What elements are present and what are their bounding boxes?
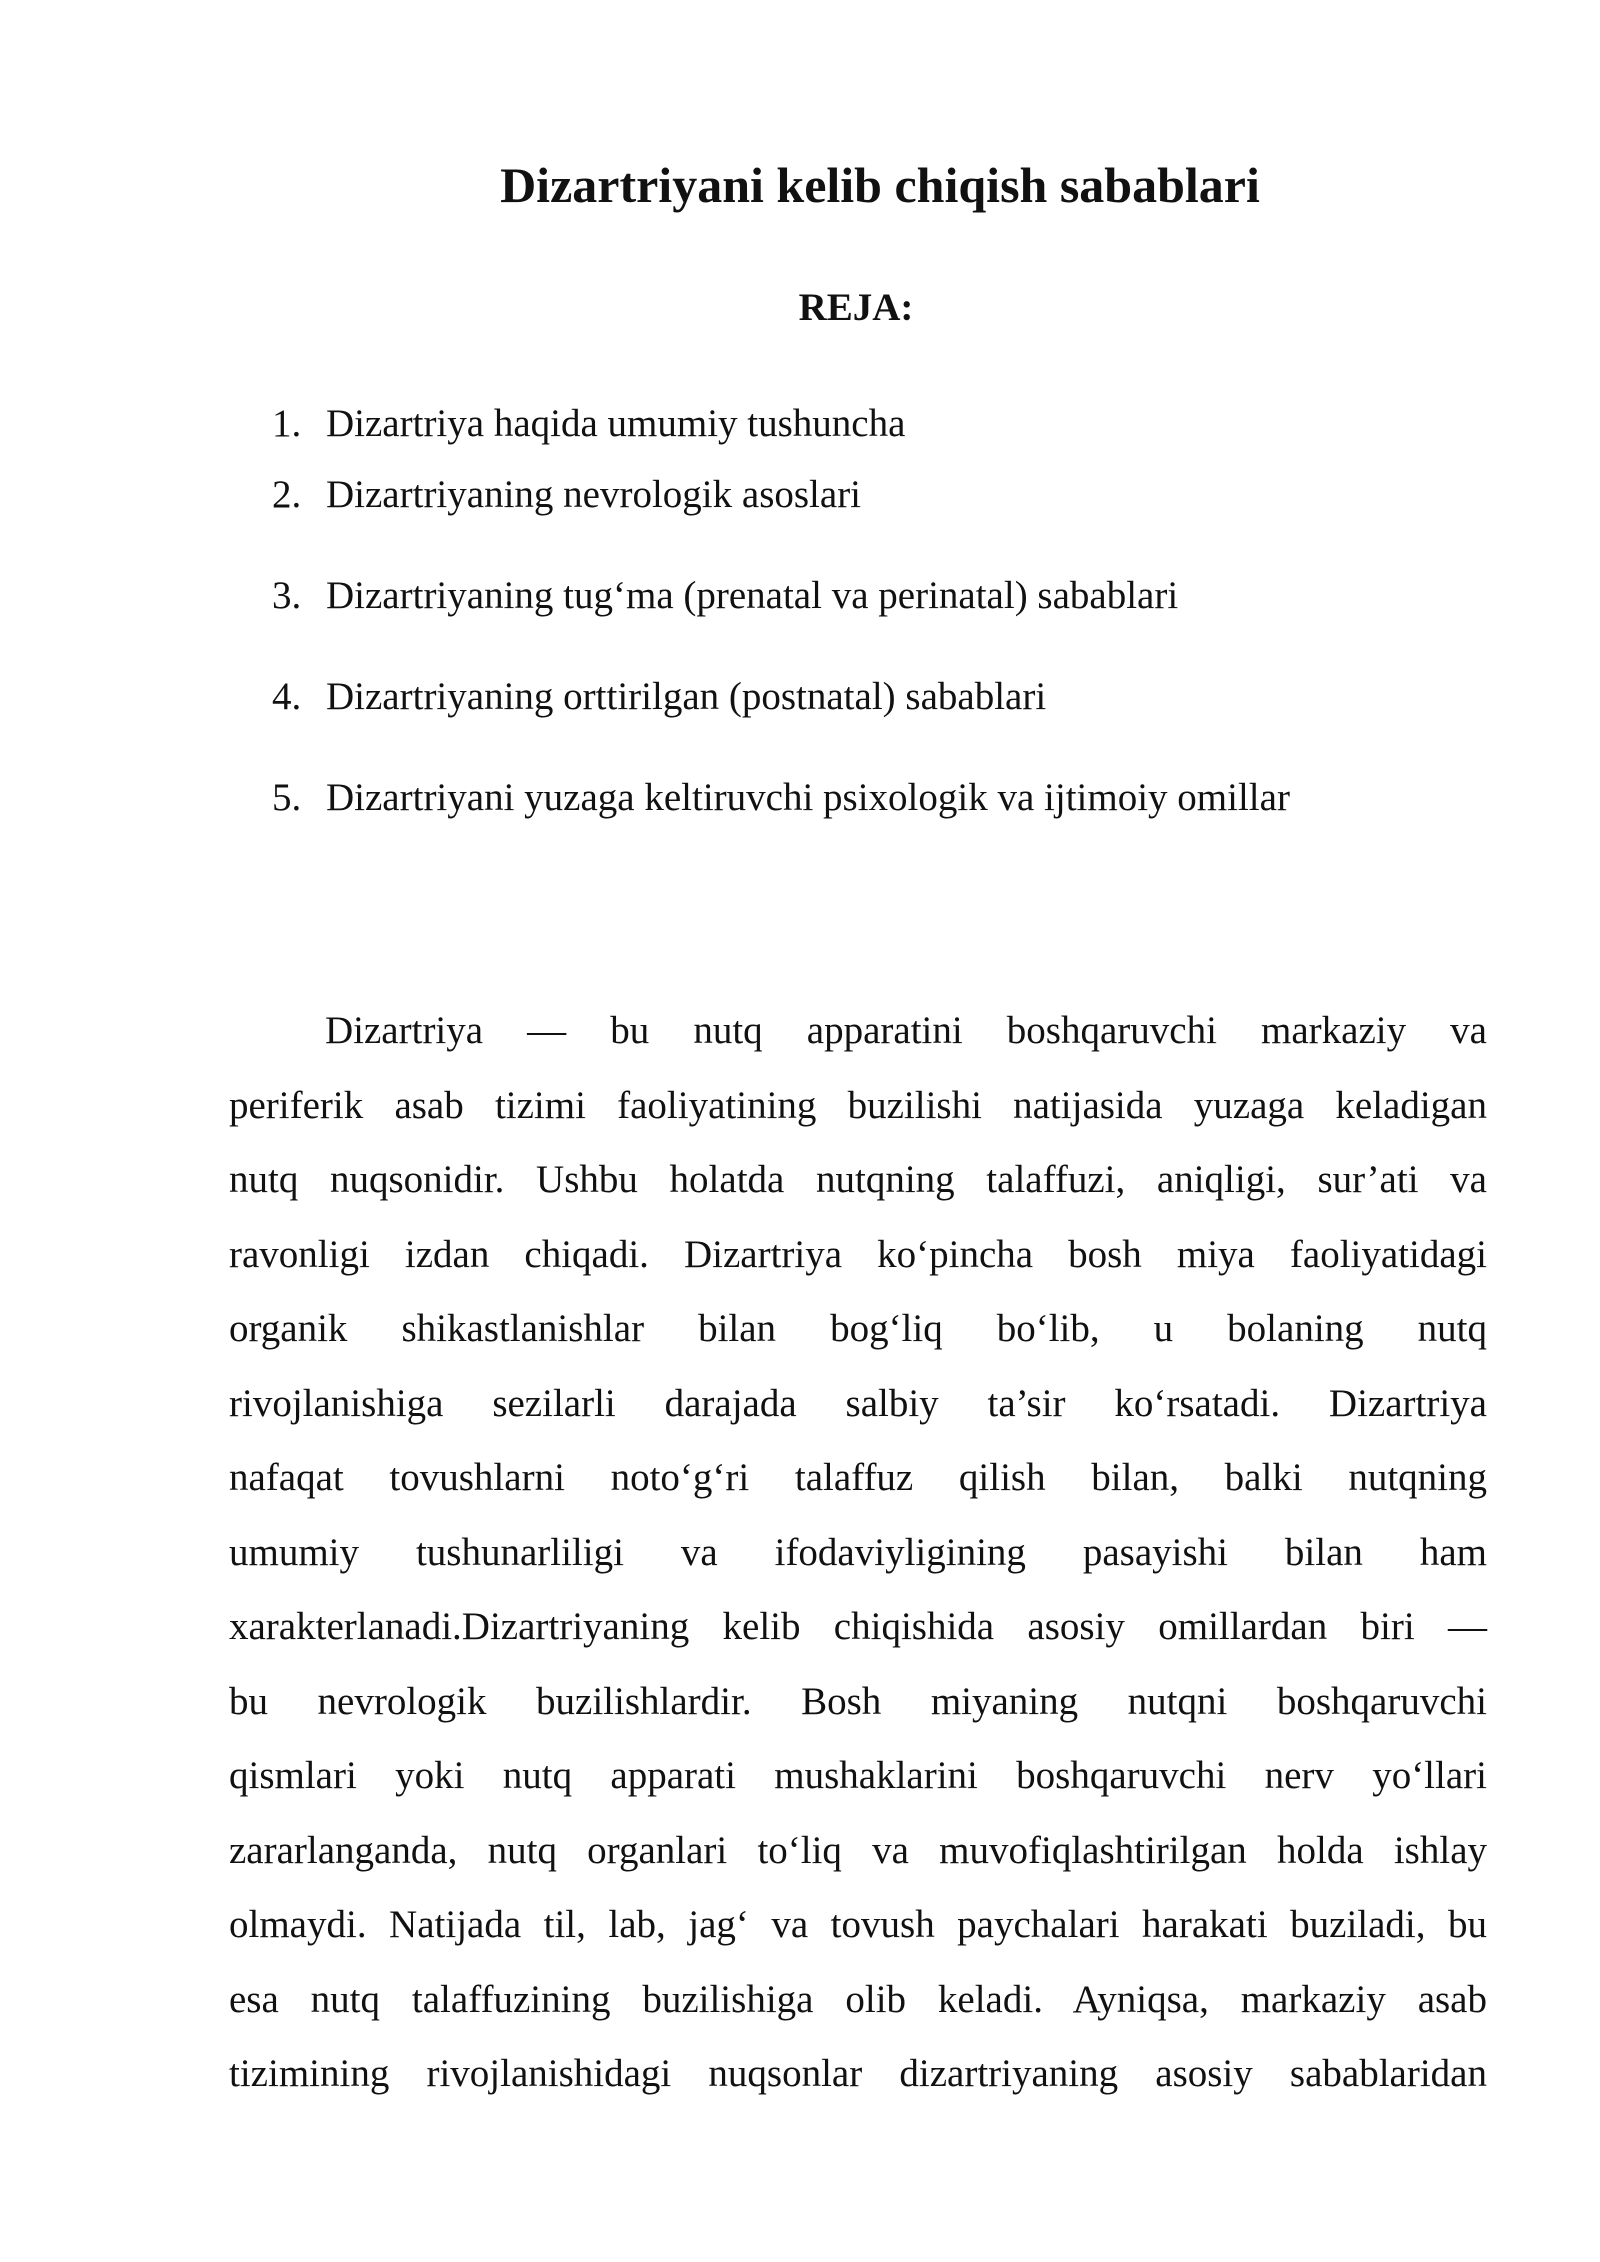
plan-item-text: Dizartriyaning nevrologik asoslari [326,473,862,516]
plan-item-number: 3. [272,574,302,617]
plan-item-1 [272,398,905,450]
body-paragraph [229,994,1487,2112]
plan-item-number: 2. [272,473,302,516]
paragraph-line: Dizartriya — bu nutq apparatini boshqaruvchi markaziy va [325,1009,1487,1052]
plan-item-3 [272,570,1178,622]
plan-item-number: 5. [272,776,302,819]
plan-item-number: 4. [272,675,302,718]
plan-item-5 [272,772,1290,824]
plan-item-text: Dizartriyaning tug‘ma (prenatal va perinatal) sabablari [326,574,1179,617]
plan-item-number: 1. [272,402,302,445]
plan-item-text: Dizartriyani yuzaga keltiruvchi psixologik va ijtimoiy omillar [326,776,1290,819]
paragraph-line: tizimining rivojlanishidagi nuqsonlar dizartriyaning asosiy sabablaridan [229,2052,1487,2095]
paragraph-line: zararlanganda, nutq organlari to‘liq va muvofiqlashtirilgan holda ishlay [229,1828,1487,1872]
plan-item-text: Dizartriya haqida umumiy tushuncha [326,402,906,445]
plan-item-4 [272,671,1046,723]
paragraph-line: umumiy tushunarliligi va ifodaviyligining pasayishi bilan ham [229,1530,1487,1574]
plan-item-2 [272,469,861,521]
paragraph-line: nutq nuqsonidir. Ushbu holatda nutqning talaffuzi, aniqligi, sur’ati va [229,1158,1487,1201]
paragraph-line: nafaqat tovushlarni noto‘g‘ri talaffuz qilish bilan, balki nutqning [229,1456,1487,1499]
paragraph-line: organik shikastlanishlar bilan bog‘liq bo‘lib, u bolaning nutq [229,1307,1487,1350]
paragraph-line: xarakterlanadi.Dizartriyaning kelib chiqishida asosiy omillardan biri — [229,1605,1487,1648]
paragraph-line: esa nutq talaffuzining buzilishiga olib keladi. Ayniqsa, markaziy asab [229,1977,1487,2021]
paragraph-line: periferik asab tizimi faoliyatining buzilishi natijasida yuzaga keladigan [229,1083,1487,1127]
paragraph-line: rivojlanishiga sezilarli darajada salbiy ta’sir ko‘rsatadi. Dizartriya [229,1381,1487,1425]
paragraph-line: ravonligi izdan chiqadi. Dizartriya ko‘pincha bosh miya faoliyatidagi [229,1232,1487,1276]
paragraph-line: qismlari yoki nutq apparati mushaklarini boshqaruvchi nerv yo‘llari [229,1754,1487,1797]
plan-item-text: Dizartriyaning orttirilgan (postnatal) sabablari [326,675,1047,718]
paragraph-line: bu nevrologik buzilishlardir. Bosh miyaning nutqni boshqaruvchi [229,1679,1487,1723]
paragraph-line: olmaydi. Natijada til, lab, jag‘ va tovush paychalari harakati buziladi, bu [229,1903,1487,1946]
plan-heading: REJA: [798,286,914,329]
document-title: Dizartriyani kelib chiqish sabablari [500,157,1260,213]
